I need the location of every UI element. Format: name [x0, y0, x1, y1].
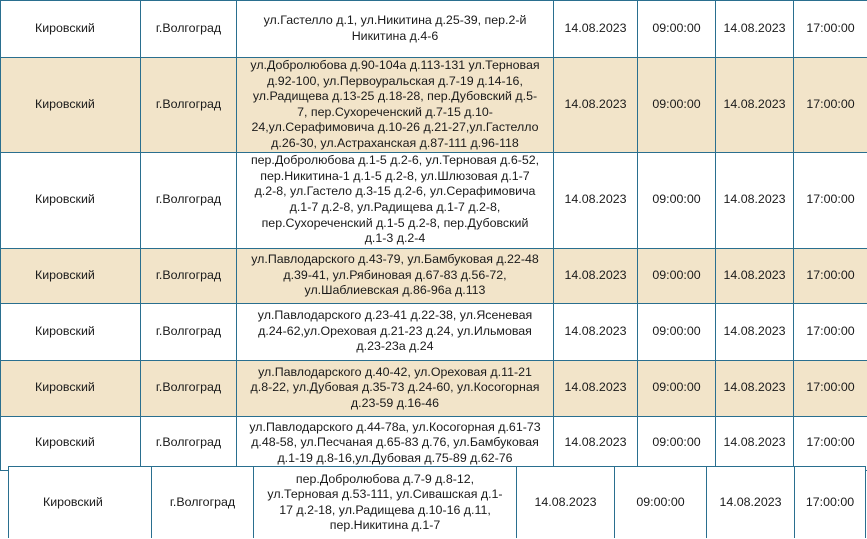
date-end-cell: 14.08.2023	[716, 248, 794, 303]
date-end-cell: 14.08.2023	[716, 303, 794, 360]
address-line: д.23-59 д.16-46	[350, 395, 440, 410]
city-cell: г.Волгоград	[141, 1, 237, 58]
table-row	[1, 416, 867, 470]
district-cell: Кировский	[1, 416, 141, 470]
address-cell	[237, 152, 554, 248]
table-body	[1, 1, 867, 471]
address-line: д.8-22, ул.Дубовая д.35-73 д.24-60, ул.Косогорная	[250, 380, 540, 395]
address-line: 17 д.2-18, ул.Радищева д.10-16 д.11,	[279, 502, 491, 517]
date-start-cell: 14.08.2023	[554, 303, 638, 360]
district-cell: Кировский	[1, 248, 141, 303]
date-end-cell: 14.08.2023	[707, 467, 795, 539]
district-cell: Кировский	[1, 360, 141, 416]
address-line: 24,ул.Серафимовича д.10-26 д.21-27,ул.Гастелло	[251, 120, 539, 135]
district-cell: Кировский	[1, 1, 141, 58]
table-row	[1, 248, 867, 303]
district-cell: Кировский	[1, 152, 141, 248]
address-line: ул.Добролюбова д.90-104а д.113-131 ул.Терновая	[250, 58, 540, 72]
time-start-cell: 09:00:00	[638, 1, 716, 58]
address-line: ул.Павлодарского д.40-42, ул.Ореховая д.11-21	[258, 364, 532, 379]
city-cell: г.Волгоград	[141, 58, 237, 153]
time-start-cell: 09:00:00	[638, 303, 716, 360]
district-cell: Кировский	[1, 303, 141, 360]
table-row	[1, 152, 867, 248]
date-end-cell: 14.08.2023	[716, 416, 794, 470]
address-line: пер.Никитина-1 д.1-5 д.2-8, ул.Шлюзовая д.1-7	[260, 168, 530, 183]
date-start-cell: 14.08.2023	[517, 467, 615, 539]
address-cell	[254, 467, 517, 539]
address-line: д.23-23а д.24	[356, 339, 434, 354]
address-line: д.2-8, ул.Гастело д.3-15 д.2-6, ул.Серафимовича	[254, 184, 536, 199]
date-start-cell: 14.08.2023	[554, 58, 638, 153]
outage-table-last-row	[8, 466, 866, 539]
date-end-cell: 14.08.2023	[716, 1, 794, 58]
time-end-cell: 17:00:00	[794, 416, 867, 470]
address-line: Никитина д.4-6	[351, 29, 439, 43]
address-line: ул.Павлодарского д.23-41 д.22-38, ул.Ясеневая	[257, 308, 533, 323]
date-start-cell: 14.08.2023	[554, 416, 638, 470]
city-cell: г.Волгоград	[141, 248, 237, 303]
time-end-cell: 17:00:00	[794, 58, 867, 153]
time-start-cell: 09:00:00	[638, 152, 716, 248]
address-line: пер.Никитина д.1-7	[329, 517, 441, 532]
time-end-cell: 17:00:00	[794, 1, 867, 58]
address-cell	[237, 248, 554, 303]
address-line: д.1-7 д.2-8, ул.Радищева д.1-7 д.2-8,	[289, 200, 501, 215]
date-start-cell: 14.08.2023	[554, 360, 638, 416]
date-start-cell: 14.08.2023	[554, 1, 638, 58]
address-line: д.39-41, ул.Рябиновая д.67-83 д.56-72,	[283, 267, 507, 282]
time-end-cell: 17:00:00	[794, 248, 867, 303]
address-line: д.48-58, ул.Песчаная д.65-83 д.76, ул.Бамбуковая	[251, 435, 539, 450]
time-end-cell: 17:00:00	[795, 467, 866, 539]
district-cell: Кировский	[1, 58, 141, 153]
address-cell	[237, 58, 554, 153]
date-end-cell: 14.08.2023	[716, 360, 794, 416]
city-cell: г.Волгоград	[141, 416, 237, 470]
address-line: ул.Шаблиевская д.86-96а д.113	[304, 283, 486, 298]
address-line: ул.Павлодарского д.44-78а, ул.Косогорная д.61-73	[249, 419, 541, 434]
address-line: д.92-100, ул.Первоуральская д.7-19 д.14-16,	[267, 73, 523, 88]
date-start-cell: 14.08.2023	[554, 248, 638, 303]
address-cell	[237, 416, 554, 470]
address-line: пер.Сухореченский д.1-5 д.2-8, пер.Дубовский	[261, 215, 529, 230]
address-line: ул.Павлодарского д.43-79, ул.Бамбуковая д.22-48	[251, 252, 539, 267]
table-row	[9, 467, 866, 539]
time-start-cell: 09:00:00	[615, 467, 707, 539]
address-line: 7, пер.Сухореченский д.7-15 д.10-	[297, 104, 493, 119]
address-line: д.26-30, ул.Астраханская д.87-111 д.96-118	[271, 135, 519, 150]
address-cell	[237, 1, 554, 58]
table-row	[1, 58, 867, 153]
address-line: д.1-3 д.2-4	[364, 231, 426, 246]
city-cell: г.Волгоград	[141, 303, 237, 360]
district-cell: Кировский	[9, 467, 152, 539]
date-end-cell: 14.08.2023	[716, 58, 794, 153]
time-start-cell: 09:00:00	[638, 416, 716, 470]
table-row	[1, 1, 867, 58]
time-end-cell: 17:00:00	[794, 360, 867, 416]
address-line: ул.Терновая д.53-111, ул.Сивашская д.1-	[267, 487, 503, 502]
city-cell: г.Волгоград	[141, 360, 237, 416]
address-line: пер.Добролюбова д.7-9 д.8-12,	[295, 471, 475, 486]
time-start-cell: 09:00:00	[638, 360, 716, 416]
address-line: ул.Радищева д.13-25 д.18-28, пер.Дубовский д.5-	[252, 89, 538, 104]
address-line: д.24-62,ул.Ореховая д.21-23 д.24, ул.Ильмовая	[258, 323, 532, 338]
address-line: д.1-19 д.8-16,ул.Дубовая д.75-89 д.62-76	[277, 450, 513, 465]
time-end-cell: 17:00:00	[794, 152, 867, 248]
address-line: ул.Гастелло д.1, ул.Никитина д.25-39, пер.2-й	[263, 13, 527, 28]
time-start-cell: 09:00:00	[638, 248, 716, 303]
table-row	[1, 360, 867, 416]
table-row	[1, 303, 867, 360]
date-end-cell: 14.08.2023	[716, 152, 794, 248]
city-cell: г.Волгоград	[152, 467, 254, 539]
address-line: пер.Добролюбова д.1-5 д.2-6, ул.Терновая д.6-52,	[250, 153, 540, 168]
address-cell	[237, 360, 554, 416]
address-cell	[237, 303, 554, 360]
time-start-cell: 09:00:00	[638, 58, 716, 153]
city-cell: г.Волгоград	[141, 152, 237, 248]
time-end-cell: 17:00:00	[794, 303, 867, 360]
date-start-cell: 14.08.2023	[554, 152, 638, 248]
